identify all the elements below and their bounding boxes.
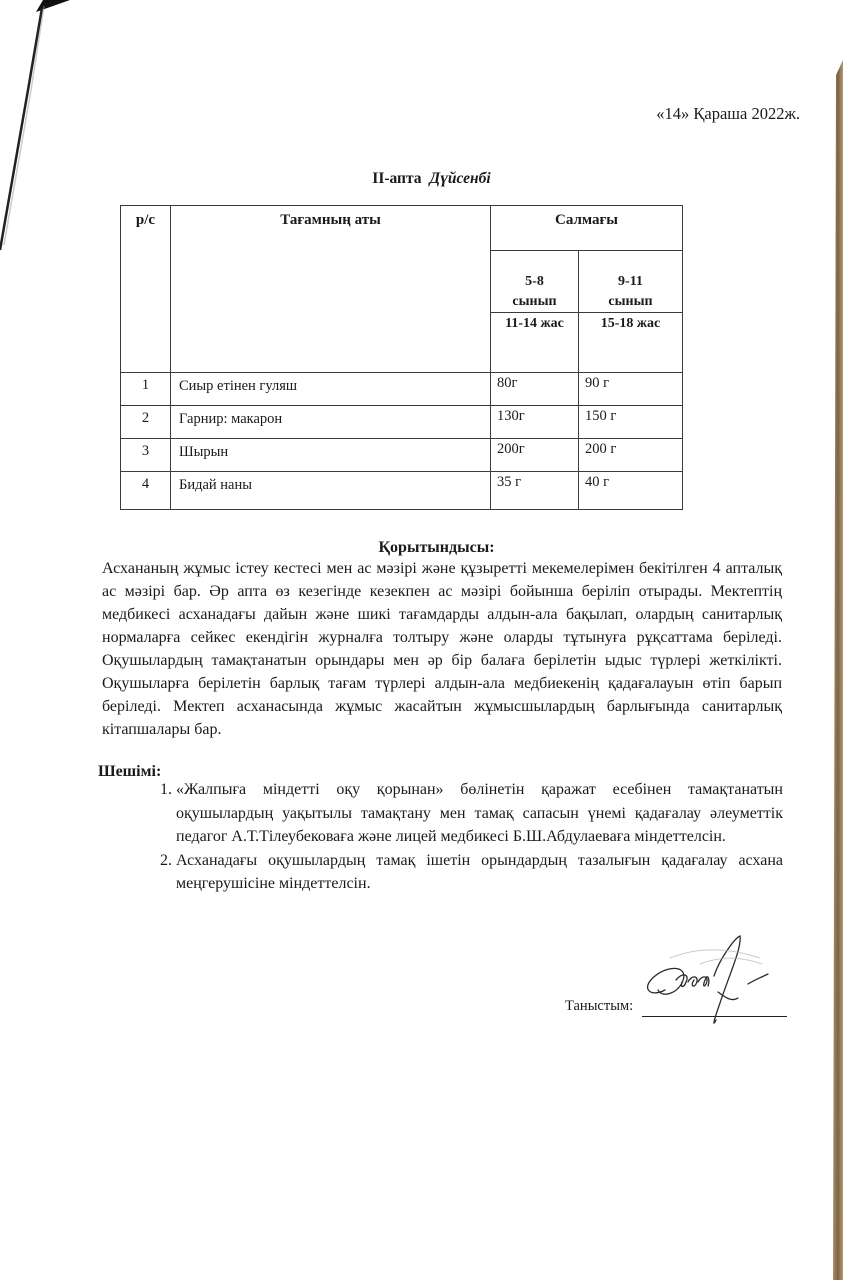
header-grade-9-11 [579,251,683,313]
row-weight-b: 200 г [579,439,683,472]
table-row [121,373,683,406]
row-number: 2 [121,406,171,439]
header-dish-name: Тағамның аты [171,206,491,373]
row-dish: Шырын [171,439,491,472]
row-number: 3 [121,439,171,472]
table-row [121,406,683,439]
header-age-15-18: 15-18 жас [579,313,683,373]
header-number: р/с [121,206,171,373]
row-weight-b: 40 г [579,472,683,510]
row-weight-a: 200г [491,439,579,472]
row-weight-b: 150 г [579,406,683,439]
menu-title [0,170,843,188]
table-row [121,439,683,472]
signature-icon [610,928,790,1038]
row-dish: Гарнир: макарон [171,406,491,439]
row-weight-a: 80г [491,373,579,406]
menu-table [120,205,683,510]
grade-unit: сынып [608,294,653,309]
row-weight-b: 90 г [579,373,683,406]
decision-list [140,778,783,896]
header-age-11-14: 11-14 жас [491,313,579,373]
decision-item: 1. «Жалпыға міндетті оқу қорынан» бөлінетін қаражат есебінен тамақтанатын оқушылардың уақытылы тамақтану мен тамақ сапасын үнемі қадағалау әлеуметтік педагог А.Т.Тілеубековаға және лицей медбикесі Б.Ш.Абдулаеваға міндеттелсін. [176,778,783,849]
row-weight-a: 130г [491,406,579,439]
header-weight: Салмағы [491,206,683,251]
table-row [121,472,683,510]
decision-heading: Шешімі: [98,763,162,780]
decision-item: 2. Асханадағы оқушылардың тамақ ішетін орындардың тазалығын қадағалау асхана меңгерушісіне міндеттелсін. [176,849,783,896]
grade-range: 9-11 [618,274,643,289]
week-label: ІІ-апта [372,170,422,187]
acknowledgement-label: Таныстым: [565,998,634,1014]
conclusion-heading: Қорытындысы: [378,539,495,556]
grade-unit: сынып [512,294,557,309]
row-number: 1 [121,373,171,406]
header-grade-5-8 [491,251,579,313]
row-dish: Бидай наны [171,472,491,510]
row-number: 4 [121,472,171,510]
conclusion-paragraph: Асхананың жұмыс істеу кестесі мен ас мәзірі және құзыретті мекемелерімен бекітілген 4 апталық ас мәзірі бар. Әр апта өз кезегінде кезекпен ас мәзірі бойынша беріліп отырады. Мектептің медбикесі асханадағы дайын және шикі тағамдарды алдын-ала бақылап, олардың санитарлық нормаларға сейкес екендігін журналға толтыру және оларды тұтынуға рұқсаттама беріледі. Оқушылардың тамақтанатын орындары мен әр бір балаға берілетін ыдыс түрлері жеткілікті. Оқушыларға берілетін барлық тағам түрлері алдын-ала медбиекенің қадағалауын өтіп барып беріледі. Мектеп асханасында жұмыс жасайтын жұмысшылардың барлығында санитарлық кітапшалары бар. [102,560,782,738]
row-weight-a: 35 г [491,472,579,510]
row-dish: Сиыр етінен гуляш [171,373,491,406]
grade-range: 5-8 [525,274,544,289]
day-label: Дүйсенбі [429,170,491,187]
document-date: «14» Қараша 2022ж. [656,104,800,123]
